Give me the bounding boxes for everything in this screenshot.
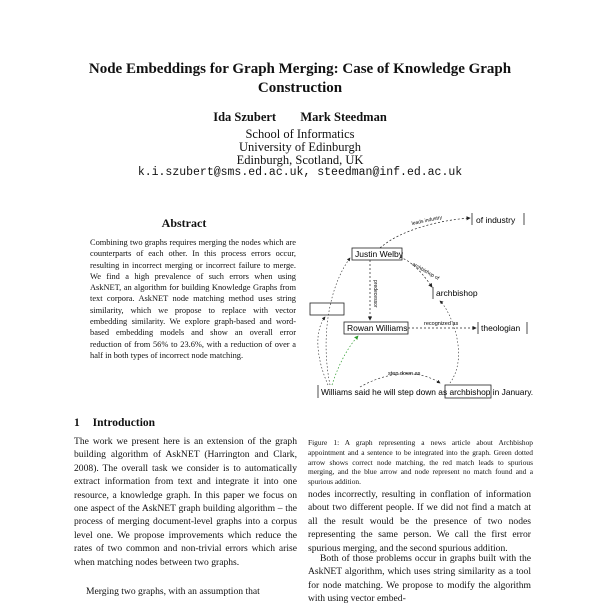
sentence-suffix: in January.: [490, 387, 534, 397]
affiliation-university: University of Edinburgh: [239, 140, 361, 154]
title-line-2: Construction: [257, 80, 343, 96]
node-justin-welby: [352, 248, 404, 260]
edge-label-step-down-as: step down as: [388, 371, 421, 377]
abstract-body: Combining two graphs requires merging the nodes which are counterparts of each other. In this process errors occur, resulting in incorrect merging or incorrect failure to merge. We find a high prevalence of such errors when using AskNET, an algorithm for building Knowledge Graphs from text corpora. AskNET node matching method uses string similarity, which we propose to replace with vector embedding similarity. We explore graph-based and word-based embedding models and show an overall error reduction of from 56% to 23.6%, with a reduction of over a half in both types of incorrect node matching.: [90, 238, 296, 360]
section-title: Introduction: [92, 417, 156, 429]
author-2: Mark Steedman: [300, 110, 387, 124]
label-of-industry: of industry: [476, 215, 516, 225]
authors: [100, 110, 500, 125]
node-spurious-addition: [310, 303, 344, 315]
edge-label-predecessor: predecessor: [372, 280, 378, 308]
right-paragraph-1: nodes incorrectly, resulting in conflation of information about two different people. If we did not find a match at all the result would be the presence of two nodes representing the same person. We call the first error spurious merging, and the second spurious addition.: [308, 489, 531, 554]
node-rowan-williams: [344, 322, 408, 334]
svg-text:Williams said he will step dow: [321, 387, 533, 397]
affiliation-school: School of Informatics: [245, 127, 355, 141]
node-theologian: [478, 322, 527, 334]
label-theologian: theologian: [481, 323, 521, 333]
affiliation-location: Edinburgh, Scotland, UK: [236, 153, 364, 167]
figure-graph: [300, 205, 540, 415]
section-number: 1: [74, 417, 80, 429]
title-line-1: Node Embeddings for Graph Merging: Case of Knowledge Graph: [88, 61, 512, 77]
section-heading-introduction: [74, 417, 155, 429]
node-archbishop: [433, 287, 478, 299]
author-1: Ida Szubert: [213, 110, 277, 124]
label-archbishop: archbishop: [436, 288, 478, 298]
intro-paragraph-1: The work we present here is an extension of the graph building algorithm of AskNET (Harrington and Clark, 2008). The overall task we consider is to automatically extract information from text and integrate it into one resource, a knowledge graph. In this paper we focus on one aspect of the AskNET graph building algorithm – the process of merging document-level graphs into a corpus level one. We propose improvements which reduce the rates of two common and non-trivial errors which arise when matching nodes between two graphs.: [74, 436, 297, 568]
edge-no-match: [318, 317, 328, 385]
edge-label-archbishop-of: archbishop of: [411, 261, 441, 282]
abstract-heading: Abstract: [161, 216, 207, 230]
label-rowan-williams: Rowan Williams: [347, 323, 408, 333]
edge-correct-match: [332, 336, 358, 385]
edge-archbishop-match: [440, 301, 459, 383]
sentence-highlight: archbishop: [449, 387, 491, 397]
paper-title: [60, 60, 540, 98]
right-paragraph-2: Both of those problems occur in graphs built with the AskNET algorithm, which uses string similarity as a tool for node matching. We propose to modify the algorithm with using vector embed-: [308, 553, 531, 605]
figure-caption: Figure 1: A graph representing a news article about Archbishop appointment and a sentence to be integrated into the graph. Green dotted arrow shows correct node matching, the red match leads to spurious merging, and the blue arrow and node represent no match found and a spurious addition.: [308, 438, 533, 487]
intro-paragraph-2: Merging two graphs, with an assumption that: [86, 586, 260, 597]
sentence-prefix: Williams said he will step down as: [321, 387, 450, 397]
edge-label-leads-industry: leads industry: [411, 214, 443, 227]
edge-label-recognized-as: recognized as: [424, 321, 459, 327]
node-of-industry: [472, 213, 524, 225]
edge-spurious-merge: [326, 258, 350, 385]
author-emails: k.i.szubert@sms.ed.ac.uk, steedman@inf.ed.ac.uk: [137, 166, 463, 179]
figure-sentence: [318, 385, 533, 398]
label-justin-welby: Justin Welby: [355, 249, 404, 259]
